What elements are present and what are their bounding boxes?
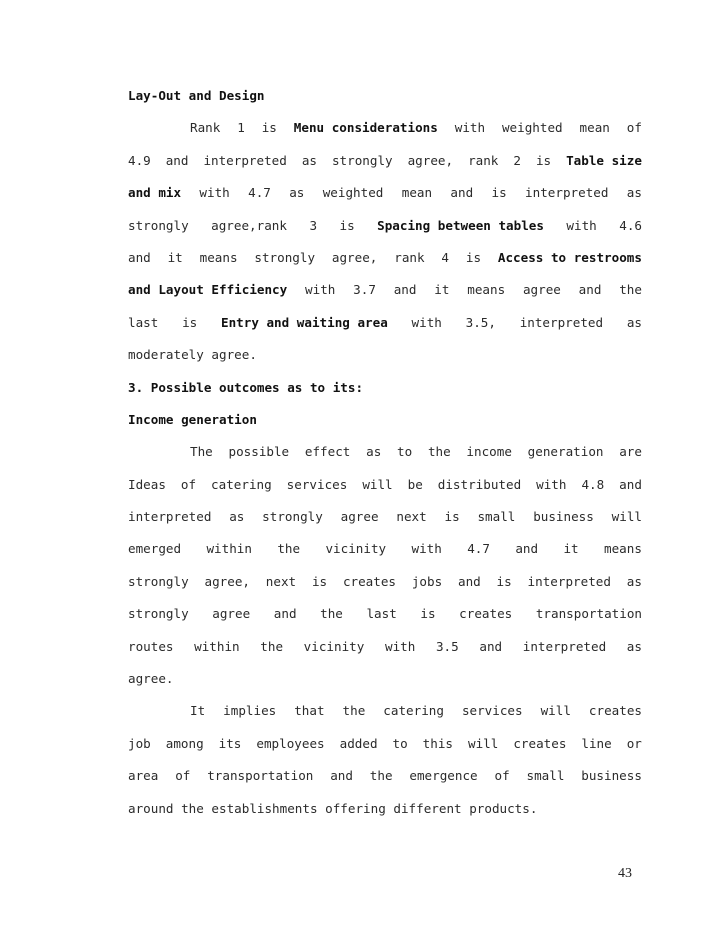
word: will <box>362 476 393 492</box>
word: this <box>422 735 454 751</box>
text-line <box>128 436 642 468</box>
word: interpreted <box>522 638 607 654</box>
word: be <box>407 476 423 492</box>
word: last <box>128 314 159 330</box>
text-line <box>128 242 642 274</box>
word: interpreted <box>128 509 212 525</box>
income-paragraph-1 <box>128 436 642 695</box>
word: routes <box>128 638 174 654</box>
word: it <box>563 541 579 557</box>
text-line <box>128 501 642 533</box>
word: is <box>261 120 277 136</box>
word: 4.7 <box>248 185 271 201</box>
word: business <box>533 509 594 525</box>
word: the <box>320 606 343 622</box>
text-line <box>128 112 642 144</box>
word: as <box>626 638 642 654</box>
word: means <box>467 282 506 298</box>
word: with <box>199 185 230 201</box>
word: rank <box>394 249 425 265</box>
word: and <box>619 476 642 492</box>
word: jobs <box>411 573 443 589</box>
word: and <box>128 249 151 265</box>
word: to <box>397 444 413 460</box>
layout-paragraph <box>128 112 642 371</box>
word: weighted <box>322 185 384 201</box>
text-line <box>128 760 642 792</box>
word: means <box>604 541 642 557</box>
word: and <box>165 152 189 168</box>
word: the <box>619 282 642 298</box>
word: as <box>366 444 382 460</box>
word: 4 <box>441 249 450 265</box>
word: the <box>342 703 366 719</box>
word: strongly <box>254 249 316 265</box>
word: agree, <box>407 152 454 168</box>
word: Table size <box>566 152 642 168</box>
word: is <box>444 509 460 525</box>
word: is <box>182 314 198 330</box>
word: agree <box>340 509 379 525</box>
word: it <box>434 282 450 298</box>
word: effect <box>304 444 351 460</box>
word: to <box>392 735 408 751</box>
word: is <box>420 606 436 622</box>
word: as <box>626 314 642 330</box>
word: is <box>465 249 482 265</box>
document-body <box>128 80 642 825</box>
word: last <box>366 606 397 622</box>
word: small <box>526 768 565 784</box>
word: income <box>466 444 512 460</box>
word: with <box>305 282 336 298</box>
word: with <box>536 476 567 492</box>
word: 4.8 <box>581 476 605 492</box>
text-line <box>128 566 642 598</box>
word: agree. <box>128 671 174 687</box>
word: transportation <box>207 768 314 784</box>
word: the <box>369 768 393 784</box>
word: and <box>273 606 297 622</box>
word: the <box>427 444 451 460</box>
word: with <box>411 314 442 330</box>
word: 3.5 <box>435 638 459 654</box>
text-line <box>128 533 642 565</box>
word: job <box>128 735 151 751</box>
word: it <box>167 249 183 265</box>
word: 3.7 <box>353 282 376 298</box>
word: moderately agree. <box>128 347 257 363</box>
word: as <box>289 185 305 201</box>
word: agree <box>522 282 561 298</box>
text-line <box>128 307 642 339</box>
word: vicinity <box>325 541 387 557</box>
word: mean <box>401 185 433 201</box>
word: next <box>265 573 297 589</box>
word: Rank <box>190 120 221 136</box>
word: within <box>206 541 252 557</box>
word: mean <box>579 120 610 136</box>
word: creates <box>459 606 513 622</box>
word: as <box>626 573 642 589</box>
word: will <box>611 509 642 525</box>
word: with <box>454 120 486 136</box>
word: within <box>194 638 240 654</box>
word: and <box>330 768 353 784</box>
word: 1 <box>237 120 245 136</box>
word: rank <box>468 152 499 168</box>
word: employees <box>256 735 325 751</box>
word: area <box>128 768 159 784</box>
word: the <box>277 541 301 557</box>
word: Spacing between tables <box>377 217 544 233</box>
word: strongly <box>128 606 189 622</box>
word: around the establishments offering different products. <box>128 800 538 816</box>
word: interpreted <box>519 314 604 330</box>
text-line <box>128 469 642 501</box>
word: 4.9 <box>128 152 151 168</box>
word: and mix <box>128 185 182 201</box>
word: strongly <box>128 573 189 589</box>
word: with <box>566 217 597 233</box>
word: line <box>581 735 612 751</box>
word: weighted <box>501 120 563 136</box>
word: interpreted <box>525 185 609 201</box>
section-heading-income-generation: Income generation <box>128 411 257 427</box>
word: is <box>535 152 552 168</box>
word: is <box>311 573 328 589</box>
word: generation <box>527 444 604 460</box>
word: and <box>578 282 602 298</box>
text-line <box>128 274 642 306</box>
word: as <box>301 152 317 168</box>
text-line <box>128 663 642 695</box>
word: is <box>496 573 512 589</box>
word: implies <box>223 703 277 719</box>
word: agree <box>212 606 251 622</box>
text-line <box>128 793 642 825</box>
word: of <box>626 120 642 136</box>
word: and <box>450 185 474 201</box>
word: It <box>190 703 206 719</box>
word: will <box>468 735 499 751</box>
word: and <box>393 282 417 298</box>
word: agree,rank <box>211 217 287 233</box>
word: catering <box>211 476 272 492</box>
section-heading-possible-outcomes: 3. Possible outcomes as to its: <box>128 379 364 395</box>
word: Entry and waiting area <box>220 314 388 330</box>
word: are <box>619 444 642 460</box>
word: among <box>165 735 204 751</box>
word: creates <box>342 573 397 589</box>
page-number: 43 <box>618 866 632 881</box>
word: is <box>339 217 355 233</box>
section-heading-layout-design: Lay-Out and Design <box>128 88 265 103</box>
word: 3.5, <box>465 314 496 330</box>
word: 4.6 <box>619 217 642 233</box>
word: small <box>477 509 516 525</box>
word: Menu considerations <box>293 120 438 136</box>
word: vicinity <box>303 638 365 654</box>
word: emergence <box>409 768 478 784</box>
word: strongly <box>128 217 189 233</box>
word: its <box>218 735 242 751</box>
word: and <box>479 638 503 654</box>
word: as <box>626 185 642 201</box>
word: interpreted <box>527 573 611 589</box>
word: agree, <box>204 573 250 589</box>
word: next <box>396 509 427 525</box>
word: The <box>190 444 213 460</box>
word: of <box>175 768 191 784</box>
word: distributed <box>437 476 522 492</box>
text-line <box>128 728 642 760</box>
word: agree, <box>331 249 378 265</box>
text-line <box>128 339 642 371</box>
text-line <box>128 695 642 727</box>
word: business <box>581 768 642 784</box>
word: strongly <box>262 509 323 525</box>
word: with <box>411 541 442 557</box>
text-line <box>128 145 642 177</box>
income-paragraph-2 <box>128 695 642 825</box>
word: with <box>384 638 416 654</box>
word: Ideas <box>128 476 166 492</box>
text-line <box>128 177 642 209</box>
word: creates <box>513 735 567 751</box>
word: or <box>626 735 642 751</box>
word: is <box>491 185 507 201</box>
word: of <box>494 768 510 784</box>
word: added <box>339 735 378 751</box>
word: means <box>199 249 238 265</box>
word: possible <box>228 444 290 460</box>
word: as <box>229 509 245 525</box>
word: services <box>286 476 348 492</box>
word: transportation <box>535 606 642 622</box>
text-line <box>128 598 642 630</box>
word: the <box>260 638 284 654</box>
text-line <box>128 631 642 663</box>
word: 4.7 <box>467 541 490 557</box>
word: and Layout Efficiency <box>128 282 288 298</box>
word: will <box>540 703 571 719</box>
word: 3 <box>309 217 318 233</box>
word: creates <box>588 703 642 719</box>
word: emerged <box>128 541 182 557</box>
word: 2 <box>513 152 521 168</box>
word: catering <box>383 703 444 719</box>
word: and <box>457 573 481 589</box>
text-line <box>128 210 642 242</box>
word: Access to restrooms <box>497 249 642 265</box>
word: strongly <box>331 152 393 168</box>
word: services <box>461 703 523 719</box>
word: that <box>294 703 325 719</box>
word: of <box>180 476 197 492</box>
word: and <box>515 541 539 557</box>
word: interpreted <box>203 152 287 168</box>
